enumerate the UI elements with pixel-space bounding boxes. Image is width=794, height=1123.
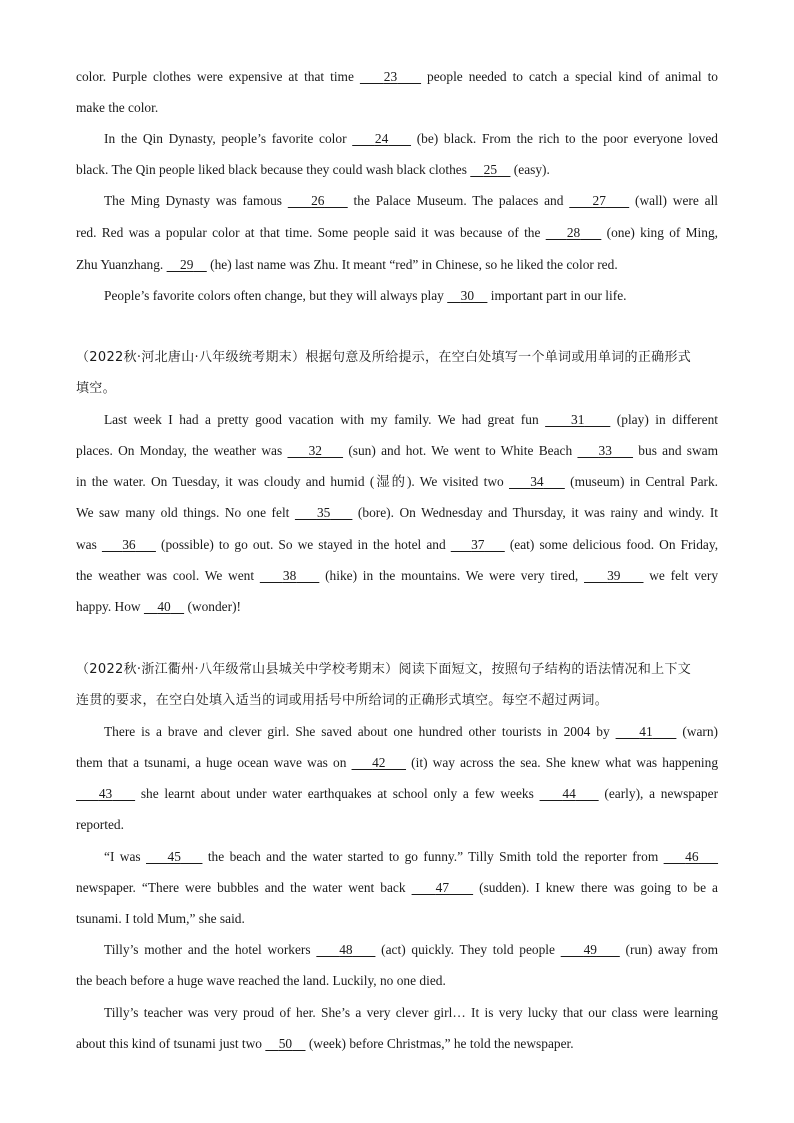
paragraph-line: happy. How 40 (wonder)! (76, 599, 241, 614)
blank-30[interactable]: 30 (460, 288, 475, 303)
paragraph-line: Last week I had a pretty good vacation with my family. We had great fun 31 (play) in different (104, 412, 718, 427)
blank-37[interactable]: 37 (471, 537, 485, 552)
blank-48[interactable]: 48 (339, 942, 353, 957)
blank-36[interactable]: 36 (122, 537, 136, 552)
paragraph-line: them that a tsunami, a huge ocean wave was on 42 (it) way across the sea. She knew what was happening (76, 755, 719, 770)
paragraph-line: The Ming Dynasty was famous 26 the Palace Museum. The palaces and 27 (wall) were all (104, 193, 719, 208)
paragraph-line: in the water. On Tuesday, it was cloudy and humid (湿的). We visited two 34 (museum) in Central Park. (76, 474, 719, 489)
blank-24[interactable]: 24 (374, 131, 389, 146)
paragraph-line: make the color. (76, 100, 159, 115)
blank-32[interactable]: 32 (308, 443, 322, 458)
paragraph-line: color. Purple clothes were expensive at that time 23 people needed to catch a special kind of animal to (76, 69, 718, 84)
blank-26[interactable]: 26 (311, 193, 325, 208)
blank-41[interactable]: 41 (639, 724, 653, 739)
blank-34[interactable]: 34 (530, 474, 544, 489)
paragraph-line: the weather was cool. We went 38 (hike) in the mountains. We were very tired, 39 we felt very (76, 568, 719, 583)
paragraph-line: red. Red was a popular color at that time. Some people said it was because of the 28 (one) king of Ming, (76, 225, 719, 240)
blank-45[interactable]: 45 (167, 849, 181, 864)
paragraph-line: was 36 (possible) to go out. So we stayed in the hotel and 37 (eat) some delicious food. On Friday, (76, 537, 719, 552)
section-heading: 连贯的要求，在空白处填入适当的词或用括号中所给词的正确形式填空。每空不超过两词。 (76, 693, 609, 708)
blank-38[interactable]: 38 (282, 568, 297, 583)
paragraph-line: tsunami. I told Mum,” she said. (76, 911, 245, 926)
paragraph-line: black. The Qin people liked black because they could wash black clothes 25 (easy). (76, 162, 550, 177)
blank-46[interactable]: 46 (685, 849, 699, 864)
paragraph-line: Tilly’s teacher was very proud of her. She’s a very clever girl… It is very lucky that our class were learning (104, 1005, 718, 1020)
blank-50[interactable]: 50 (278, 1036, 293, 1051)
blank-31[interactable]: 31 (571, 412, 585, 427)
blank-33[interactable]: 33 (598, 443, 612, 458)
paragraph-line: Tilly’s mother and the hotel workers 48 (act) quickly. They told people 49 (run) away from (104, 942, 719, 957)
section-heading: （2022秋·浙江衢州·八年级常山县城关中学校考期末）阅读下面短文，按照句子结构的语法情况和上下文 (76, 662, 692, 677)
section-heading: （2022秋·河北唐山·八年级统考期末）根据句意及所给提示，在空白处填写一个单词或用单词的正确形式 (76, 350, 692, 365)
paragraph-line: “I was 45 the beach and the water started to go funny.” Tilly Smith told the reporter from 46 (104, 848, 718, 866)
blank-23[interactable]: 23 (383, 69, 398, 84)
paragraph-line: about this kind of tsunami just two 50 (week) before Christmas,” he told the newspaper. (76, 1036, 574, 1051)
paragraph-line: In the Qin Dynasty, people’s favorite color 24 (be) black. From the rich to the poor everyone loved (104, 131, 719, 146)
blank-47[interactable]: 47 (435, 880, 450, 895)
blank-28[interactable]: 28 (566, 225, 581, 240)
blank-39[interactable]: 39 (607, 568, 621, 583)
blank-43[interactable]: 43 (98, 786, 113, 801)
blank-49[interactable]: 49 (583, 942, 597, 957)
paragraph-line: reported. (76, 817, 124, 832)
paragraph-line: the beach before a huge wave reached the land. Luckily, no one died. (76, 973, 446, 988)
paragraph-line: newspaper. “There were bubbles and the water went back 47 (sudden). I knew there was going to be a (76, 880, 718, 895)
blank-35[interactable]: 35 (316, 505, 331, 520)
blank-29[interactable]: 29 (180, 257, 194, 272)
paragraph-line: 43 she learnt about under water earthquakes at school only a few weeks 44 (early), a newspaper (76, 785, 718, 803)
paragraph-line: There is a brave and clever girl. She saved about one hundred other tourists in 2004 by 41 (warn) (104, 724, 719, 739)
blank-44[interactable]: 44 (562, 786, 576, 801)
blank-27[interactable]: 27 (592, 193, 606, 208)
paragraph-line: People’s favorite colors often change, but they will always play 30 important part in our life. (104, 288, 627, 303)
blank-42[interactable]: 42 (372, 755, 386, 770)
blank-40[interactable]: 40 (157, 599, 171, 614)
blank-25[interactable]: 25 (483, 162, 498, 177)
paragraph-line: Zhu Yuanzhang. 29 (he) last name was Zhu. It meant “red” in Chinese, so he liked the color red. (76, 257, 618, 272)
paragraph-line: places. On Monday, the weather was 32 (sun) and hot. We went to White Beach 33 bus and swam (76, 443, 719, 458)
section-heading: 填空。 (76, 381, 116, 396)
paragraph-line: We saw many old things. No one felt 35 (bore). On Wednesday and Thursday, it was rainy and windy. It (76, 505, 718, 520)
